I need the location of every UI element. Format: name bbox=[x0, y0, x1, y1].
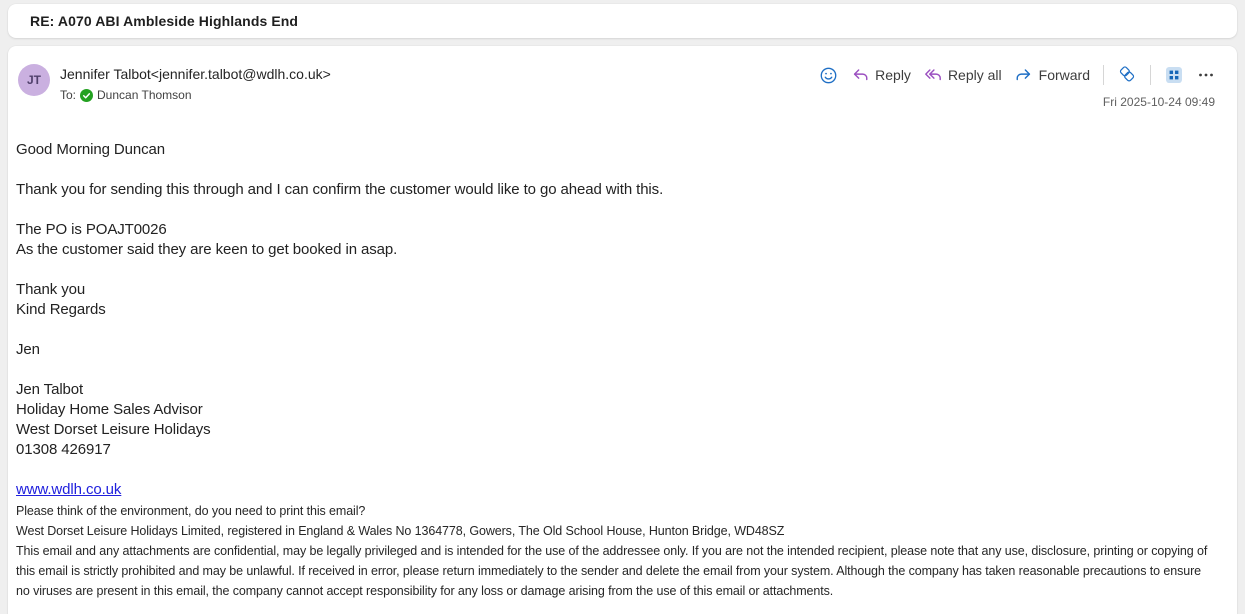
presence-available-icon bbox=[80, 89, 93, 102]
recipient-line bbox=[60, 88, 331, 103]
more-actions-icon bbox=[1197, 66, 1215, 84]
email-header bbox=[8, 46, 1237, 109]
body-line bbox=[16, 360, 1217, 380]
subject-title: RE: A070 ABI Ambleside Highlands End bbox=[30, 13, 299, 29]
actions-toolbar bbox=[819, 64, 1215, 86]
subject-bar bbox=[8, 4, 1237, 38]
footer-disclaimer-line: This email and any attachments are confidential, may be legally privileged and is intended for the use of the addressee only. If you are not the intended recipient, please note that any use, disclosure, printing or copying of this email is strictly prohibited and may be unlawful. If received in error, please return immediately to the sender and delete the email from your system. Although the company has taken reasonable precautions to ensure no viruses are present in this email, the company cannot accept responsibility for any loss or damage arising from the use of this email or attachments. bbox=[16, 544, 1208, 598]
toolbar-divider bbox=[1103, 65, 1104, 85]
reply-label: Reply bbox=[875, 67, 911, 83]
timestamp: Fri 2025-10-24 09:49 bbox=[1102, 95, 1215, 109]
reaction-button[interactable] bbox=[819, 66, 838, 85]
forward-icon bbox=[1015, 66, 1033, 84]
reply-button[interactable] bbox=[851, 65, 911, 85]
email-footer bbox=[16, 501, 1217, 601]
body-line: Kind Regards bbox=[16, 301, 106, 318]
signature-link[interactable]: www.wdlh.co.uk bbox=[16, 481, 122, 498]
body-line: Thank you for sending this through and I can confirm the customer would like to go ahead with this. bbox=[16, 181, 664, 198]
addin-button[interactable] bbox=[1117, 65, 1137, 85]
sender-block bbox=[18, 64, 331, 103]
email-card bbox=[8, 46, 1237, 614]
toolbar-divider bbox=[1150, 65, 1151, 85]
footer-environment-line: Please think of the environment, do you need to print this email? bbox=[16, 504, 366, 518]
body-line bbox=[16, 200, 1217, 220]
reply-icon bbox=[851, 66, 869, 84]
body-line: Jen bbox=[16, 341, 40, 358]
body-line: 01308 426917 bbox=[16, 441, 111, 458]
body-line: Holiday Home Sales Advisor bbox=[16, 401, 203, 418]
body-line bbox=[16, 160, 1217, 180]
sender-lines bbox=[60, 64, 331, 103]
body-line: Good Morning Duncan bbox=[16, 141, 166, 158]
sender-name[interactable]: Jennifer Talbot<jennifer.talbot@wdlh.co.uk> bbox=[60, 66, 331, 82]
body-line: Thank you bbox=[16, 281, 86, 298]
body-line: West Dorset Leisure Holidays bbox=[16, 421, 211, 438]
avatar[interactable]: JT bbox=[18, 64, 50, 96]
forward-button[interactable] bbox=[1015, 65, 1090, 85]
reply-all-button[interactable] bbox=[924, 65, 1002, 85]
more-actions-button[interactable] bbox=[1197, 66, 1215, 84]
body-line: Jen Talbot bbox=[16, 381, 84, 398]
header-right bbox=[819, 64, 1215, 109]
to-label: To: bbox=[60, 88, 77, 102]
body-line bbox=[16, 460, 1217, 480]
email-body-text bbox=[16, 140, 1217, 480]
body-line bbox=[16, 260, 1217, 280]
footer-company-line: West Dorset Leisure Holidays Limited, registered in England & Wales No 1364778, Gowers, The Old School House, Hunton Bridge, WD48SZ bbox=[16, 524, 785, 538]
reply-all-icon bbox=[924, 66, 942, 84]
overlapping-diamonds-icon bbox=[1117, 65, 1137, 85]
body-line: The PO is POAJT0026 bbox=[16, 221, 167, 238]
apps-button[interactable] bbox=[1164, 65, 1184, 85]
smiley-icon bbox=[819, 66, 838, 85]
email-body bbox=[8, 109, 1237, 601]
reply-all-label: Reply all bbox=[947, 67, 1002, 83]
apps-grid-icon bbox=[1164, 65, 1184, 85]
forward-label: Forward bbox=[1038, 67, 1090, 83]
recipient-name[interactable]: Duncan Thomson bbox=[97, 88, 192, 102]
body-line: As the customer said they are keen to get booked in asap. bbox=[16, 241, 398, 258]
body-line bbox=[16, 320, 1217, 340]
